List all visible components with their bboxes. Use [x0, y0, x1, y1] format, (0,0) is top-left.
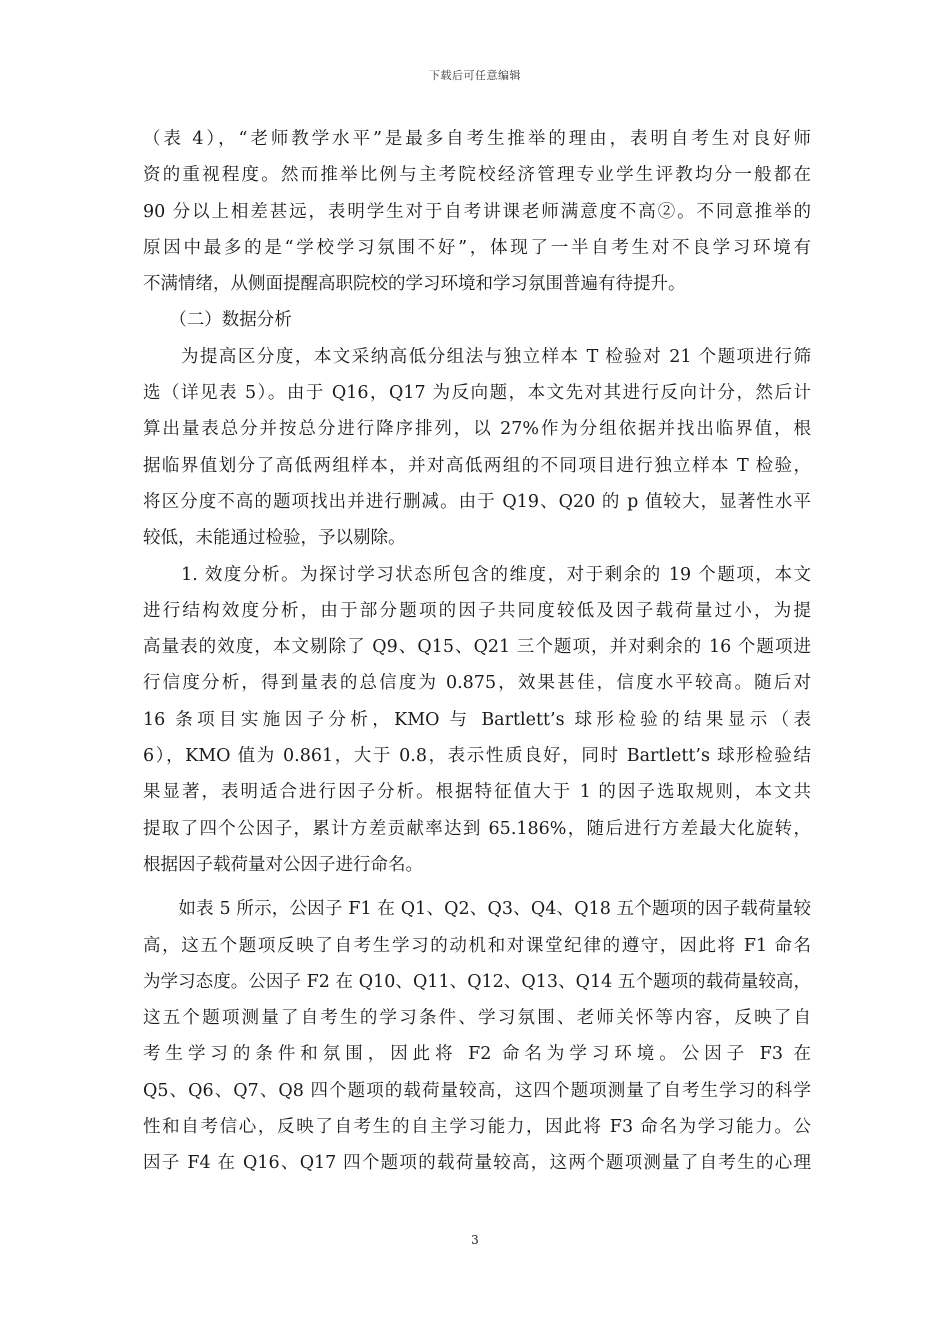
text-line: 进行结构效度分析，由于部分题项的因子共同度较低及因子载荷量过小，为提 — [143, 600, 811, 621]
text-line: 6），KMO 值为 0.861，大于 0.8，表示性质良好，同时 Bartlett’s 球形检验结 — [143, 746, 811, 767]
text-line: 提取了四个公因子，累计方差贡献率达到 65.186%，随后进行方差最大化旋转， — [143, 818, 811, 839]
paragraph-discrimination — [143, 339, 811, 557]
text-line: 较低，未能通过检验，予以剔除。 — [143, 528, 406, 549]
text-line: 算出量表总分并按总分进行降序排列，以 27%作为分组依据并找出临界值，根 — [143, 419, 811, 440]
text-line: 16 条项目实施因子分析，KMO 与 Bartlett’s 球形检验的结果显示（表 — [143, 709, 811, 730]
page-number: 3 — [471, 1233, 479, 1247]
paragraph-gap — [143, 883, 811, 891]
text-line: 为学习态度。公因子 F2 在 Q10、Q11、Q12、Q13、Q14 五个题项的载荷量较高， — [143, 971, 811, 992]
text-line: 90 分以上相差甚远，表明学生对于自考讲课老师满意度不高②。不同意推举的 — [143, 201, 811, 222]
text-line: 果显著，表明适合进行因子分析。根据特征值大于 1 的因子选取规则，本文共 — [143, 782, 811, 803]
text-line: 据临界值划分了高低两组样本，并对高低两组的不同项目进行独立样本 T 检验， — [143, 455, 811, 476]
text-line: 原因中最多的是“学校学习氛围不好”，体现了一半自考生对不良学习环境有 — [143, 237, 811, 258]
text-line: 如表 5 所示，公因子 F1 在 Q1、Q2、Q3、Q4、Q18 五个题项的因子载荷量较 — [143, 899, 811, 920]
text-line: 1. 效度分析。为探讨学习状态所包含的维度，对于剩余的 19 个题项，本文 — [143, 564, 811, 585]
text-line: 为提高区分度，本文采纳高低分组法与独立样本 T 检验对 21 个题项进行筛 — [143, 346, 811, 367]
text-line: Q5、Q6、Q7、Q8 四个题项的载荷量较高，这四个题项测量了自考生学习的科学 — [143, 1080, 811, 1101]
section-heading-data-analysis — [143, 302, 811, 338]
text-line: 这五个题项测量了自考生的学习条件、学习氛围、老师关怀等内容，反映了自 — [143, 1008, 811, 1029]
paragraph-factor-naming — [143, 891, 811, 1181]
text-line: 考生学习的条件和氛围，因此将 F2 命名为学习环境。公因子 F3 在 — [143, 1044, 811, 1065]
document-body — [143, 121, 811, 1182]
text-line: 选（详见表 5）。由于 Q16，Q17 为反向题，本文先对其进行反向计分，然后计 — [143, 383, 811, 404]
text-line: （表 4），“老师教学水平”是最多自考生推举的理由，表明自考生对良好师 — [143, 129, 811, 149]
text-line: 高，这五个题项反映了自考生学习的动机和对课堂纪律的遵守，因此将 F1 命名 — [143, 935, 811, 956]
paragraph-teacher-recommendation — [143, 121, 811, 302]
paragraph-validity-analysis — [143, 557, 811, 884]
text-line: 将区分度不高的题项找出并进行删减。由于 Q19、Q20 的 p 值较大，显著性水平 — [143, 491, 811, 512]
page-header: 下载后可任意编辑 — [429, 69, 521, 82]
text-line: 因子 F4 在 Q16、Q17 四个题项的载荷量较高，这两个题项测量了自考生的心理 — [143, 1153, 811, 1174]
text-line: 高量表的效度，本文剔除了 Q9、Q15、Q21 三个题项，并对剩余的 16 个题项进 — [143, 637, 811, 658]
text-line: 行信度分析，得到量表的总信度为 0.875，效果甚佳，信度水平较高。随后对 — [143, 673, 811, 694]
text-line: 资的重视程度。然而推举比例与主考院校经济管理专业学生评教均分一般都在 — [143, 165, 811, 186]
text-line: 性和自考信心，反映了自考生的自主学习能力，因此将 F3 命名为学习能力。公 — [143, 1117, 811, 1138]
section-heading: （二）数据分析 — [143, 310, 292, 331]
text-line: 不满情绪，从侧面提醒高职院校的学习环境和学习氛围普遍有待提升。 — [143, 274, 686, 295]
text-line: 根据因子载荷量对公因子进行命名。 — [143, 854, 423, 875]
